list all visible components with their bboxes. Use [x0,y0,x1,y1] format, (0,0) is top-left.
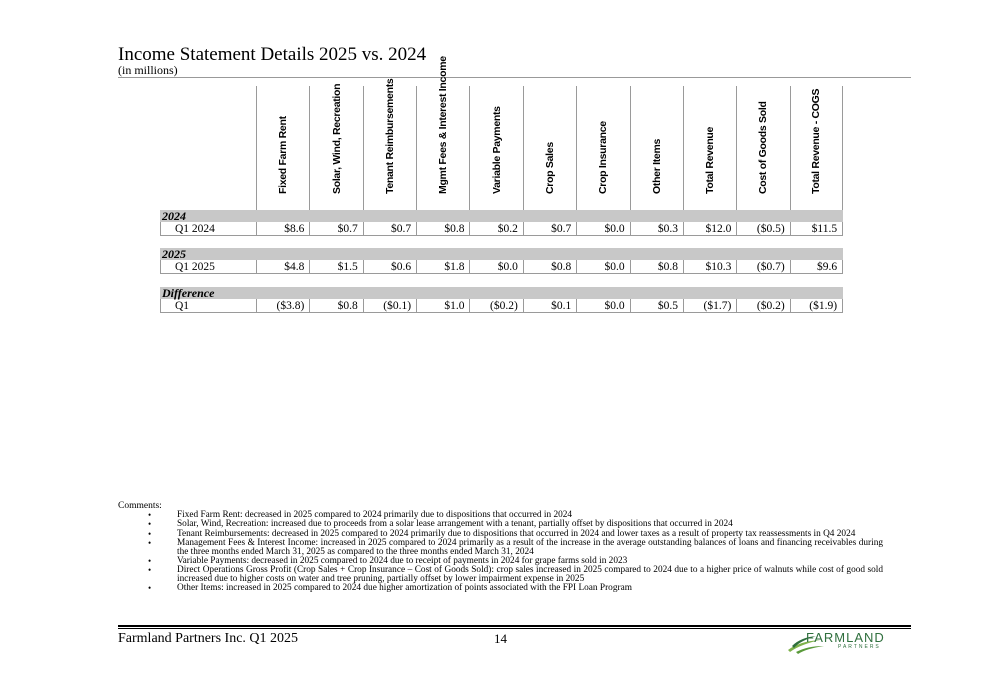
table-row [160,222,843,236]
table-cell: ($0.7) [736,260,789,273]
table-cell: $9.6 [790,260,843,273]
row-label: Q1 2024 [160,222,256,235]
farmland-logo [786,630,904,654]
table-cell: $0.2 [469,222,522,235]
comment-item: • Tenant Reimbursements: decreased in 2025 compared to 2024 primarily due to dispositions that occurred in 2024 and lower taxes as a result of property tax reassessments in Q4 2024 [148,530,883,539]
table-cell: $1.8 [416,260,469,273]
column-header [630,86,683,210]
footer-divider [118,625,911,627]
table-cell: ($0.2) [736,299,789,312]
table-cell: $1.5 [309,260,362,273]
column-header [790,86,843,210]
logo-subtext: PARTNERS [838,644,881,650]
table-cell: $0.6 [363,260,416,273]
section-label: 2025 [162,247,186,261]
table-cell: $0.0 [576,222,629,235]
table-cell: $0.7 [309,222,362,235]
column-header-label: Fixed Farm Rent [277,116,290,194]
comments-list [148,511,883,594]
table-cell: $0.7 [523,222,576,235]
table-cell: $0.3 [630,222,683,235]
table-cell: ($0.1) [363,299,416,312]
table-cell: ($0.2) [469,299,522,312]
table-cell: $0.0 [469,260,522,273]
column-header-label: Crop Sales [543,142,556,194]
table-cell: ($1.7) [683,299,736,312]
column-header [736,86,789,210]
table-cell: ($1.9) [790,299,843,312]
table-cell: $0.1 [523,299,576,312]
column-header-label: Crop Insurance [597,121,610,194]
comment-item: • Direct Operations Gross Profit (Crop Sales + Crop Insurance – Cost of Goods Sold): crop sales increased in 2025 compared to 2024 due to a higher price of walnuts while cost of good sold increased due to higher costs on water and tree pruning, partially offset by lower impairment expense in 2025 [148,566,883,584]
page-title: Income Statement Details 2025 vs. 2024 [118,44,427,65]
table-row [160,299,843,313]
footer-company: Farmland Partners Inc. Q1 2025 [118,631,299,646]
column-header [576,86,629,210]
column-header [363,78,416,210]
row-label: Q1 2025 [160,260,256,273]
section-bar-difference [160,287,843,299]
table-cell: $0.8 [416,222,469,235]
comment-item: • Management Fees & Interest Income: increased in 2025 compared to 2024 primarily as a result of the increase in the average outstanding balances of loans and financing receivables during the three months ended March 31, 2025 as compared to the three months ended March 31, 2024 [148,539,883,557]
comment-item: • Variable Payments: decreased in 2025 compared to 2024 due to receipt of payments in 2024 for grape farms sold in 2023 [148,557,883,566]
column-header-label: Solar, Wind, Recreation [330,83,343,194]
section-bar-2025 [160,248,843,260]
column-header-label: Mgmt Fees & Interest Income [437,56,450,194]
column-header [256,86,309,210]
column-header-label: Total Revenue [704,126,717,194]
column-header [309,83,362,210]
column-header [469,86,522,210]
table-cell: $0.7 [363,222,416,235]
table-cell: $0.0 [576,260,629,273]
column-header [683,86,736,210]
table-cell: $0.5 [630,299,683,312]
column-header [416,56,469,210]
table-cell: $0.8 [630,260,683,273]
table-cell: ($0.5) [736,222,789,235]
table-cell: $4.8 [256,260,309,273]
table-row [160,260,843,274]
footer-divider-thin [118,628,911,629]
table-cell: $8.6 [256,222,309,235]
table-cell: $0.8 [523,260,576,273]
table-cell: $1.0 [416,299,469,312]
comment-item: • Fixed Farm Rent: decreased in 2025 compared to 2024 primarily due to dispositions that occurred in 2024 [148,511,883,520]
table-header [256,56,843,210]
title-divider [118,77,911,78]
column-header-label: Total Revenue - COGS [810,88,823,194]
section-label: 2024 [162,209,186,223]
comment-item: • Other Items: increased in 2025 compared to 2024 due higher amortization of points associated with the FPI Loan Program [148,584,883,593]
table-cell: $10.3 [683,260,736,273]
column-header-label: Variable Payments [490,106,503,194]
table-cell: $0.0 [576,299,629,312]
comments-heading: Comments: [118,501,162,511]
page-number: 14 [494,631,507,646]
column-header-label: Other Items [650,138,663,194]
column-header [523,86,576,210]
column-header-label: Tenant Reimbursements [383,78,396,194]
table-cell: $0.8 [309,299,362,312]
table-cell: $11.5 [790,222,843,235]
table-cell: ($3.8) [256,299,309,312]
logo-wordmark: FARMLAND [806,630,885,645]
section-bar-2024 [160,210,843,222]
table-cell: $12.0 [683,222,736,235]
row-label: Q1 [160,299,256,312]
column-header-label: Cost of Goods Sold [757,101,770,194]
section-label: Difference [162,286,215,300]
page-subtitle: (in millions) [118,63,178,77]
comment-item: • Solar, Wind, Recreation: increased due to proceeds from a solar lease arrangement with a tenant, partially offset by dispositions that occurred in 2024 [148,520,883,529]
